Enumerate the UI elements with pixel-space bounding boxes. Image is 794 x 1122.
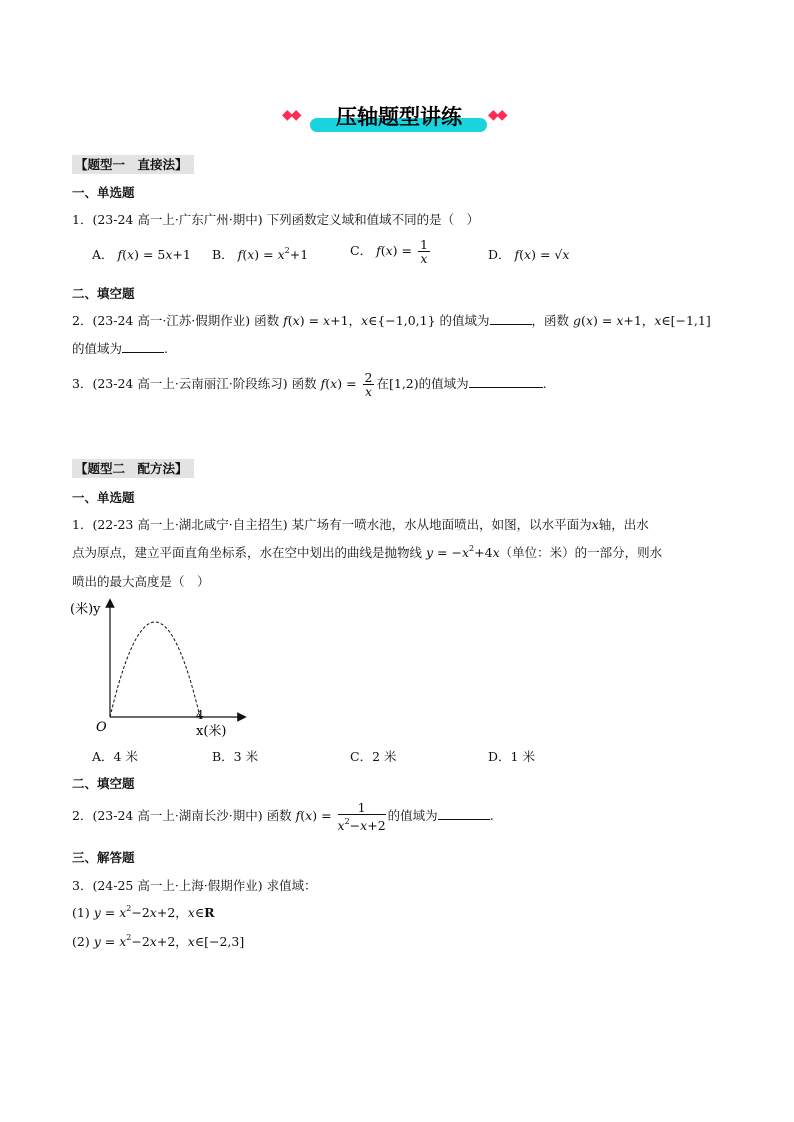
page-title: 压轴题型讲练 bbox=[336, 105, 462, 129]
option-a: A．4 米 bbox=[92, 749, 138, 764]
question-text: 2．(23-24 高一·江苏·假期作业) 函数 f(x) = x+1，x∈{−1,0,1} 的值域为 ，函数 g(x) = x+1，x∈[−1,1] bbox=[72, 313, 711, 328]
diamond-deco-left-icon: ◆◆ bbox=[282, 107, 300, 123]
type-tag-1: 【题型一 直接法】 bbox=[72, 155, 194, 173]
question-text: 喷出的最大高度是（ ） bbox=[72, 574, 210, 589]
option-b: B． $f(x) = x^2+1$ bbox=[212, 246, 309, 262]
parabola-curve bbox=[110, 622, 200, 717]
question-text: 3．(23-24 高一上·云南丽江·阶段练习) 函数 f(x) = $\frac{2}{x}$ 在[1,2)的值域为 . bbox=[72, 370, 547, 399]
answer-blank[interactable] bbox=[469, 377, 543, 388]
option-c: C． f(x) = $\frac{1}{x}$ bbox=[350, 237, 428, 266]
question-text: 1．(23-24 高一上·广东广州·期中) 下列函数定义域和值域不同的是（ ） bbox=[72, 212, 480, 227]
section-heading: 二、填空题 bbox=[72, 776, 135, 791]
answer-blank[interactable] bbox=[438, 809, 490, 820]
type-tag-2: 【题型二 配方法】 bbox=[72, 459, 194, 477]
question-text: 2．(23-24 高一上·湖南长沙·期中) 函数 f(x) = $\frac{1}{x^2-x+2}$ 的值域为 . bbox=[72, 800, 494, 833]
diamond-deco-right-icon: ◆◆ bbox=[488, 107, 506, 123]
sub-question-1: (1) $y = x^2-2x+2$，x∈R bbox=[72, 904, 215, 920]
question-text: 点为原点，建立平面直角坐标系，水在空中划出的曲线是抛物线 $y = -x^2+4x$（单位：米）的一部分，则水 bbox=[72, 544, 663, 560]
x-axis-label: x(米) bbox=[196, 724, 227, 739]
section-heading: 一、单选题 bbox=[72, 490, 135, 505]
question-text: 的值域为 . bbox=[72, 341, 168, 356]
section-heading: 三、解答题 bbox=[72, 850, 135, 865]
option-c: C．2 米 bbox=[350, 749, 397, 764]
section-heading: 二、填空题 bbox=[72, 286, 135, 301]
y-axis-label: (米)y bbox=[70, 602, 101, 617]
sub-question-2: (2) $y = x^2-2x+2$，x∈[−2,3] bbox=[72, 933, 245, 949]
header-title-block bbox=[282, 100, 516, 134]
option-d: D． f(x) = √x bbox=[488, 247, 570, 262]
option-b: B．3 米 bbox=[212, 749, 259, 764]
origin-label: O bbox=[96, 720, 107, 735]
x-mark-label: 4 bbox=[196, 708, 204, 722]
fountain-parabola-figure bbox=[70, 595, 270, 745]
section-heading: 一、单选题 bbox=[72, 185, 135, 200]
answer-blank[interactable] bbox=[490, 314, 532, 325]
option-d: D．1 米 bbox=[488, 749, 535, 764]
question-text: 1．(22-23 高一上·湖北咸宁·自主招生) 某广场有一喷水池，水从地面喷出，如图，以水平面为x轴，出水 bbox=[72, 517, 649, 532]
option-a: A． f(x) = 5x+1 bbox=[92, 247, 191, 262]
answer-blank[interactable] bbox=[122, 342, 164, 353]
question-text: 3．(24-25 高一上·上海·假期作业) 求值域： bbox=[72, 878, 317, 893]
